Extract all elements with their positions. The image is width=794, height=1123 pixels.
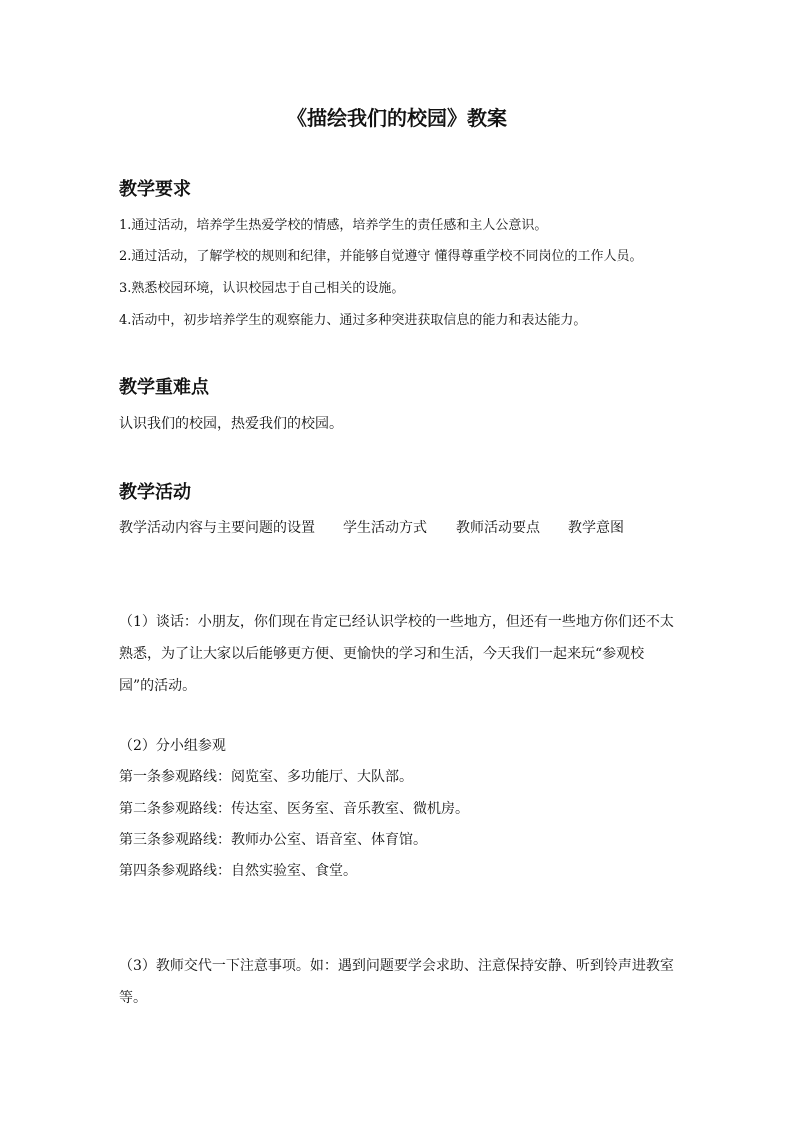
route-item-4: 第四条参观路线：自然实验室、食堂。 [119,863,357,879]
requirement-item-3: 3.熟悉校园环境，认识校园忠于自己相关的设施。 [119,281,405,296]
requirement-item-1: 1.通过活动，培养学生热爱学校的情感，培养学生的责任感和主人公意识。 [119,218,548,233]
activity-step-2-label: （2）分小组参观 [119,738,226,754]
requirement-item-2: 2.通过活动，了解学校的规则和纪律，并能够自觉遵守 懂得尊重学校不同岗位的工作人员。 [119,249,643,264]
column-header-content: 教学活动内容与主要问题的设置 [119,520,315,536]
route-item-2: 第二条参观路线：传达室、医务室、音乐教室、微机房。 [119,801,469,817]
requirement-item-4: 4.活动中，初步培养学生的观察能力、通过多种突进获取信息的能力和表达能力。 [119,313,587,328]
heading-requirements: 教学要求 [119,179,191,200]
heading-activities: 教学活动 [119,482,191,503]
column-header-teacher: 教师活动要点 [456,520,540,536]
route-item-1: 第一条参观路线：阅览室、多功能厅、大队部。 [119,769,413,785]
activity-step-1: （1）谈话：小朋友，你们现在肯定已经认识学校的一些地方，但还有一些地方你们还不太熟悉，为了让大家以后能够更方便、更愉快的学习和生活，今天我们一起来玩“参观校园”的活动。 [119,614,674,694]
route-item-3: 第三条参观路线：教师办公室、语音室、体育馆。 [119,832,427,848]
key-points-text: 认识我们的校园，热爱我们的校园。 [119,416,343,432]
activity-table-header [119,518,624,538]
column-header-student: 学生活动方式 [343,520,427,536]
document-title: 《描绘我们的校园》教案 [287,106,507,130]
heading-key-points: 教学重难点 [119,377,209,398]
column-header-intent: 教学意图 [568,520,624,536]
activity-step-3: （3）教师交代一下注意事项。如：遇到问题要学会求助、注意保持安静、听到铃声进教室等。 [119,958,674,1006]
